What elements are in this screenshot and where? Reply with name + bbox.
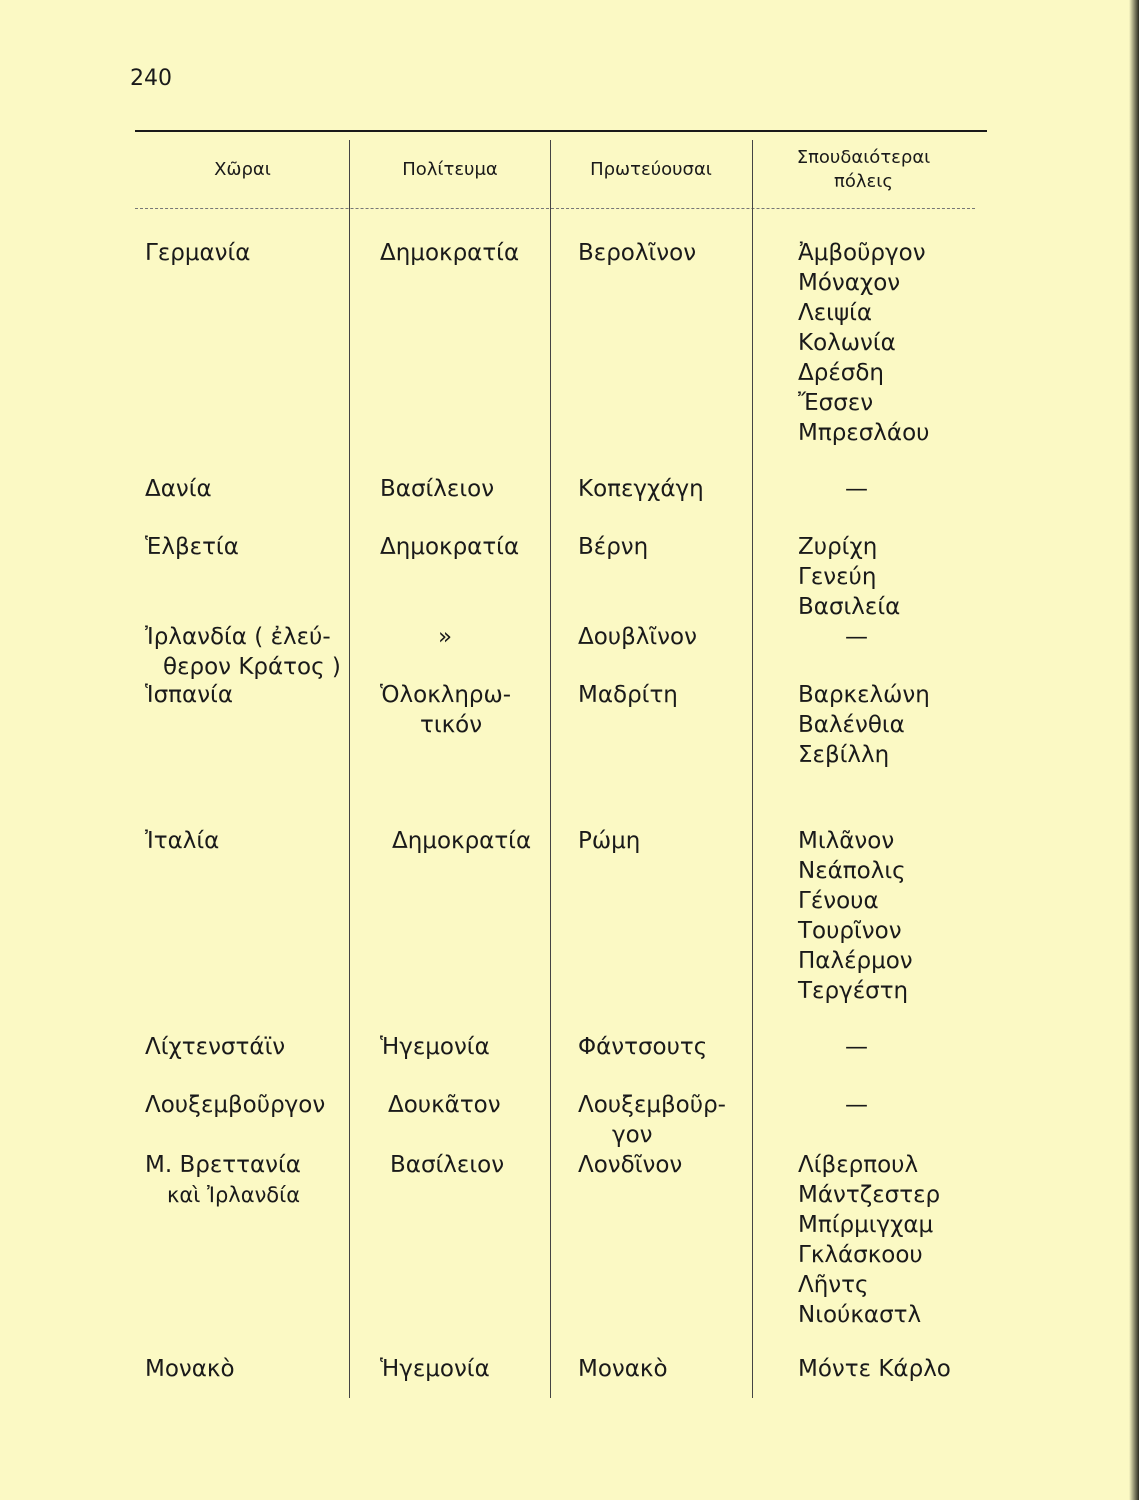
header-countries: Χῶραι: [214, 159, 271, 180]
row-cities: [845, 474, 868, 504]
row-government: [388, 1090, 501, 1120]
row-cities: [798, 826, 913, 1006]
cell-text: γον: [612, 1122, 653, 1148]
row-capital: [578, 1150, 682, 1180]
city: Μόναχον: [798, 270, 901, 296]
cell-text: τικόν: [420, 712, 483, 738]
row-capital: [578, 238, 696, 268]
header-cities: [756, 146, 971, 194]
row-capital: [578, 474, 704, 504]
cell-text: Μονακὸ: [145, 1356, 235, 1382]
city: —: [845, 1092, 868, 1118]
row-country: [145, 1032, 285, 1062]
cell-text: καὶ Ἰρλανδία: [167, 1183, 301, 1207]
cell-text: Βέρνη: [578, 534, 649, 560]
city: Γενεύη: [798, 564, 877, 590]
cell-text: Γερμανία: [145, 240, 251, 266]
city: Τουρῖνον: [798, 918, 902, 944]
row-cities: [798, 1354, 951, 1384]
row-government: [380, 474, 494, 504]
cell-text: Βασίλειον: [390, 1152, 505, 1178]
row-country: [145, 474, 212, 504]
header-capitals: Πρωτεύουσαι: [590, 159, 712, 180]
header-divider: [135, 208, 975, 209]
column-divider-2: [550, 140, 551, 1398]
cell-text: Μαδρίτη: [578, 682, 678, 708]
row-capital: [578, 532, 648, 562]
cell-text: Λουξεμβοῦργον: [145, 1092, 326, 1118]
row-government: [380, 238, 519, 268]
city: Λειψία: [798, 300, 873, 326]
city: Μάντζεστερ: [798, 1182, 941, 1208]
cell-text: Λονδῖνον: [578, 1152, 683, 1178]
row-capital: [578, 1090, 726, 1150]
row-cities: [798, 532, 900, 622]
cell-text: Ἱσπανία: [145, 682, 233, 708]
cell-text: Ἰταλία: [145, 828, 220, 854]
row-cities: [845, 1032, 868, 1062]
row-capital: [578, 826, 640, 856]
cell-text: Μ. Βρεττανία: [145, 1152, 301, 1178]
city: Μιλᾶνον: [798, 828, 895, 854]
row-country: [145, 532, 239, 562]
cell-text: Ἑλβετία: [145, 534, 239, 560]
city: —: [845, 1034, 868, 1060]
city: Ἔσσεν: [798, 390, 874, 416]
city: —: [845, 476, 868, 502]
cell-text: θερον Κράτος ): [163, 654, 341, 680]
cell-text: Δανία: [145, 476, 212, 502]
row-capital: [578, 680, 678, 710]
column-divider-3: [752, 140, 753, 1398]
cell-text: Βερολῖνον: [578, 240, 697, 266]
cell-text: Δημοκρατία: [392, 828, 532, 854]
header-cities-line-2: πόλεις: [834, 171, 893, 192]
city: Μπρεσλάου: [798, 420, 930, 446]
row-cities: [845, 1090, 868, 1120]
city: Νεάπολις: [798, 858, 906, 884]
cell-text: Φάντσουτς: [578, 1034, 708, 1060]
city: Μπίρμιγχαμ: [798, 1212, 934, 1238]
row-capital: [578, 1032, 707, 1062]
ditto-mark: »: [438, 624, 453, 650]
city: —: [845, 624, 868, 650]
row-cities: [845, 622, 868, 652]
city: Σεβίλλη: [798, 742, 890, 768]
row-government: [390, 1150, 504, 1180]
city: Βαλένθια: [798, 712, 905, 738]
cell-text: Ἡγεμονία: [380, 1034, 490, 1060]
row-government: [380, 532, 519, 562]
row-country: [145, 1354, 235, 1384]
row-capital: [578, 622, 697, 652]
city: Ζυρίχη: [798, 534, 878, 560]
cell-text: Ἡγεμονία: [380, 1356, 490, 1382]
city: Παλέρμον: [798, 948, 913, 974]
city: Λίβερπουλ: [798, 1152, 919, 1178]
city: Λῆντς: [798, 1272, 869, 1298]
row-capital: [578, 1354, 668, 1384]
row-government: [392, 826, 531, 856]
row-cities: [798, 238, 929, 448]
cell-text: Δουβλῖνον: [578, 624, 697, 650]
row-government: [438, 622, 452, 652]
page-number: 240: [130, 66, 172, 91]
city: Μόντε Κάρλο: [798, 1356, 951, 1382]
city: Γένουα: [798, 888, 879, 914]
city: Βασιλεία: [798, 594, 901, 620]
header-government: Πολίτευμα: [402, 159, 498, 180]
cell-text: Μονακὸ: [578, 1356, 668, 1382]
city: Νιούκαστλ: [798, 1302, 922, 1328]
city: Ἀμβοῦργον: [798, 240, 926, 266]
header-cities-line-1: Σπουδαιότεραι: [796, 147, 931, 168]
city: Τεργέστη: [798, 978, 909, 1004]
row-cities: [798, 1150, 940, 1330]
cell-text: Ρώμη: [578, 828, 641, 854]
row-country: [145, 1150, 301, 1210]
row-cities: [798, 680, 930, 770]
row-government: [380, 1032, 490, 1062]
row-country: [145, 826, 219, 856]
cell-text: Βασίλειον: [380, 476, 495, 502]
cell-text: Δουκᾶτον: [388, 1092, 501, 1118]
city: Δρέσδη: [798, 360, 884, 386]
table-top-rule: [135, 130, 987, 132]
cell-text: Δημοκρατία: [380, 534, 520, 560]
cell-text: Λίχτενστάϊν: [145, 1034, 286, 1060]
city: Κολωνία: [798, 330, 896, 356]
city: Γκλάσκοου: [798, 1242, 923, 1268]
row-country: [145, 1090, 325, 1120]
cell-text: Δημοκρατία: [380, 240, 520, 266]
cell-text: Λουξεμβοῦρ-: [578, 1092, 726, 1118]
row-country: [145, 238, 250, 268]
city: Βαρκελώνη: [798, 682, 930, 708]
row-government: [380, 680, 511, 740]
row-country: [145, 622, 341, 682]
cell-text: Ὁλοκληρω-: [380, 682, 512, 708]
page-edge-shadow: [1129, 0, 1139, 1500]
column-divider-1: [349, 140, 350, 1398]
row-government: [380, 1354, 490, 1384]
row-country: [145, 680, 233, 710]
cell-text: Κοπεγχάγη: [578, 476, 704, 502]
cell-text: Ἰρλανδία ( ἐλεύ-: [145, 624, 331, 650]
